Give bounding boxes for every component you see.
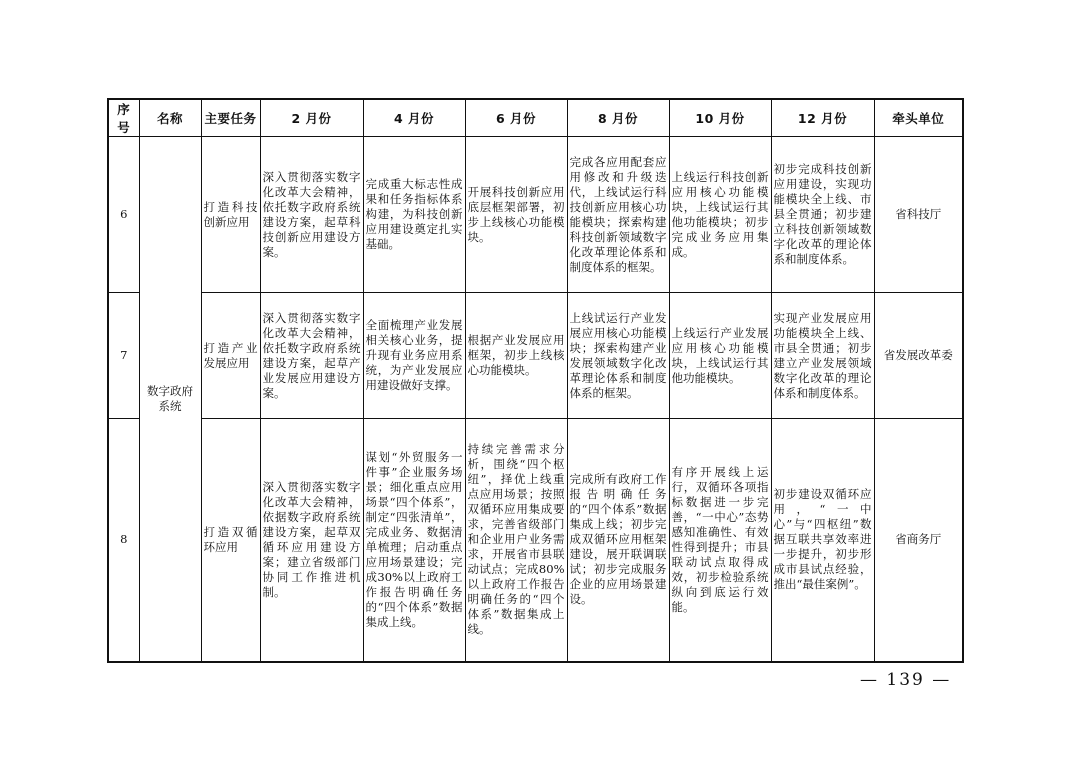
group-name-cell: 数字政府系统 (139, 137, 201, 662)
jun-cell: 开展科技创新应用底层框架部署，初步上线核心功能模块。 (465, 137, 567, 293)
header-feb: 2 月份 (260, 99, 363, 137)
header-apr: 4 月份 (363, 99, 465, 137)
dec-cell: 初步建设双循环应用，“一中心”与“四枢纽”数据互联共享效率进一步提升，初步形成市县试点经验，推出“最佳案例”。 (771, 419, 874, 662)
aug-cell: 上线试运行产业发展应用核心功能模块；探索构建产业发展领域数字化改革理论体系和制度体系的框架。 (567, 293, 669, 419)
oct-cell: 有序开展线上运行，双循环各项指标数据进一步完善，“一中心”态势感知准确性、有效性得到提升；市县联动试点取得成效，初步检验系统纵向到底运行效能。 (669, 419, 771, 662)
apr-cell: 谋划“外贸服务一件事”企业服务场景；细化重点应用场景“四个体系”，制定“四张清单”，完成业务、数据清单梳理；启动重点应用场景建设；完成30%以上政府工作报告明确任务的“四个体系”数据集成上线。 (363, 419, 465, 662)
feb-cell: 深入贯彻落实数字化改革大会精神，依据数字政府系统建设方案，起草双循环应用建设方案；建立省级部门协同工作推进机制。 (260, 419, 363, 662)
header-dec: 12 月份 (771, 99, 874, 137)
dec-cell: 初步完成科技创新应用建设，实现功能模块全上线、市县全贯通；初步建立科技创新领域数字化改革的理论体系和制度体系。 (771, 137, 874, 293)
feb-cell: 深入贯彻落实数字化改革大会精神，依托数字政府系统建设方案，起草科技创新应用建设方案。 (260, 137, 363, 293)
header-task: 主要任务 (201, 99, 260, 137)
apr-cell: 全面梳理产业发展相关核心业务，提升现有业务应用系统，为产业发展应用建设做好支撑。 (363, 293, 465, 419)
table-row (108, 419, 963, 662)
jun-cell: 根据产业发展应用框架，初步上线核心功能模块。 (465, 293, 567, 419)
task-cell: 打造科技创新应用 (201, 137, 260, 293)
page-number: — 139 — (860, 670, 952, 690)
header-name: 名称 (139, 99, 201, 137)
jun-cell: 持续完善需求分析，围绕“四个枢纽”，择优上线重点应用场景；按照双循环应用集成要求，完善省级部门和企业用户业务需求，开展省市县联动试点；完成80%以上政府工作报告明确任务的“四个体系”数据集成上线。 (465, 419, 567, 662)
lead-unit-cell: 省发展改革委 (874, 293, 963, 419)
apr-cell: 完成重大标志性成果和任务指标体系构建，为科技创新应用建设奠定扎实基础。 (363, 137, 465, 293)
oct-cell: 上线运行科技创新应用核心功能模块，上线试运行其他功能模块；初步完成业务应用集成。 (669, 137, 771, 293)
header-jun: 6 月份 (465, 99, 567, 137)
lead-unit-cell: 省科技厅 (874, 137, 963, 293)
work-plan-table (107, 98, 964, 663)
header-aug: 8 月份 (567, 99, 669, 137)
dec-cell: 实现产业发展应用功能模块全上线、市县全贯通；初步建立产业发展领域数字化改革的理论体系和制度体系。 (771, 293, 874, 419)
task-cell: 打造双循环应用 (201, 419, 260, 662)
table-header-row (108, 99, 963, 137)
seq-cell: 7 (108, 293, 139, 419)
feb-cell: 深入贯彻落实数字化改革大会精神，依托数字政府系统建设方案，起草产业发展应用建设方案。 (260, 293, 363, 419)
header-lead: 牵头单位 (874, 99, 963, 137)
oct-cell: 上线运行产业发展应用核心功能模块，上线试运行其他功能模块。 (669, 293, 771, 419)
table-row (108, 137, 963, 293)
seq-cell: 6 (108, 137, 139, 293)
header-oct: 10 月份 (669, 99, 771, 137)
task-cell: 打造产业发展应用 (201, 293, 260, 419)
aug-cell: 完成各应用配套应用修改和升级迭代，上线试运行科技创新应用核心功能模块；探索构建科技创新领域数字化改革理论体系和制度体系的框架。 (567, 137, 669, 293)
lead-unit-cell: 省商务厅 (874, 419, 963, 662)
table-row (108, 293, 963, 419)
header-seq: 序号 (108, 99, 139, 137)
seq-cell: 8 (108, 419, 139, 662)
aug-cell: 完成所有政府工作报告明确任务的“四个体系”数据集成上线；初步完成双循环应用框架建设，展开联调联试；初步完成服务企业的应用场景建设。 (567, 419, 669, 662)
